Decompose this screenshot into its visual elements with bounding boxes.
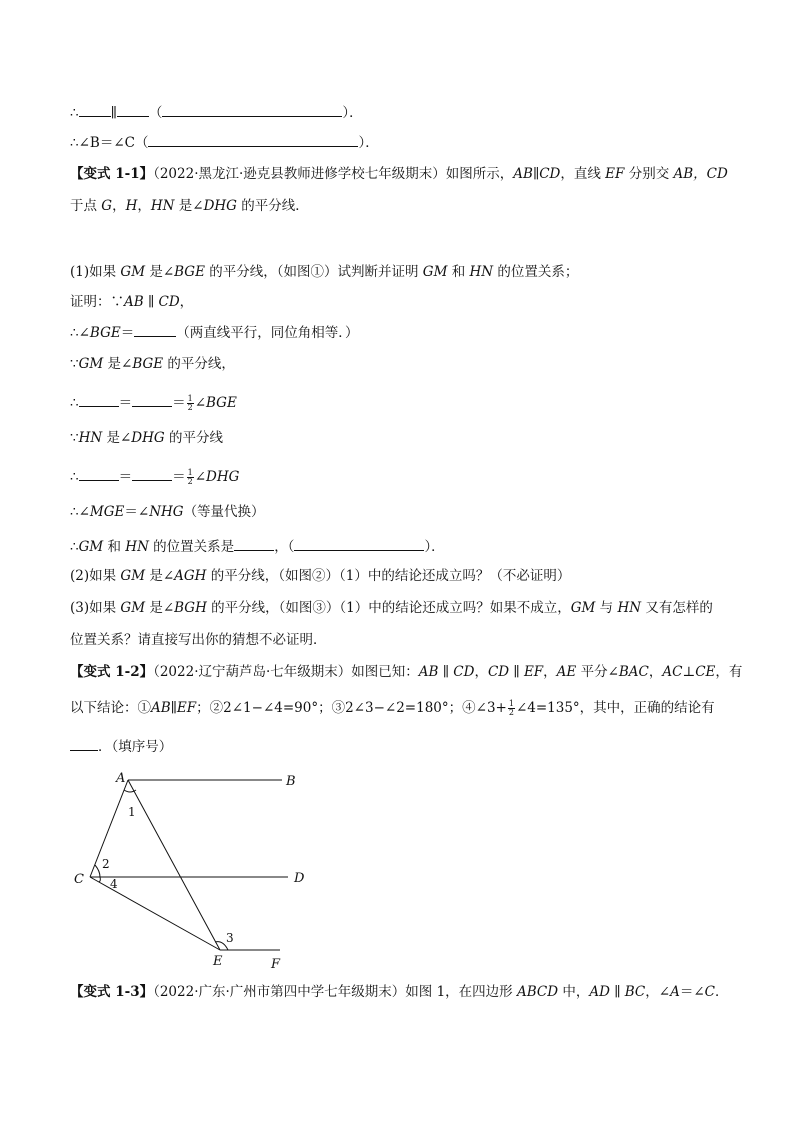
proof-line-6 bbox=[70, 466, 239, 487]
text: 的平分线，（如图②）（1）中的结论还成立吗？（不必证明） bbox=[206, 568, 571, 584]
var: CD bbox=[539, 166, 561, 182]
text: 位置关系？请直接写出你的猜想不必证明． bbox=[70, 632, 327, 648]
var: GM bbox=[120, 600, 146, 616]
label-angle-3: 3 bbox=[226, 931, 234, 945]
answer-blank[interactable] bbox=[234, 536, 274, 551]
variant-1-2-line3 bbox=[70, 736, 172, 757]
answer-blank[interactable] bbox=[117, 102, 149, 117]
var: ∠DHG bbox=[194, 469, 240, 485]
var: GM bbox=[120, 264, 146, 280]
denominator: 2 bbox=[187, 403, 193, 412]
question-number: (1) bbox=[70, 264, 90, 280]
text: 与 bbox=[595, 600, 618, 616]
var: EF bbox=[523, 664, 544, 680]
text: ∠4=135°，其中，正确的结论有 bbox=[515, 700, 715, 716]
var: EF bbox=[176, 700, 197, 716]
proof-line-4 bbox=[70, 392, 237, 413]
text: 于点 bbox=[70, 198, 102, 214]
label-c: C bbox=[74, 872, 84, 887]
numerator: 1 bbox=[508, 699, 514, 708]
text: ＝∠ bbox=[679, 984, 705, 1000]
var: HN bbox=[150, 198, 175, 214]
answer-blank[interactable] bbox=[70, 736, 98, 751]
text: （两直线平行，同位角相等．） bbox=[176, 325, 359, 341]
text: ． bbox=[714, 984, 729, 1000]
text: 证明：∵ bbox=[70, 294, 124, 310]
var: GM bbox=[422, 264, 448, 280]
text: 如图已知： bbox=[351, 664, 419, 680]
source: （2022·辽宁葫芦岛·七年级期末） bbox=[153, 664, 352, 680]
var: BGE bbox=[89, 325, 121, 341]
numerator: 1 bbox=[187, 394, 193, 403]
text: ， bbox=[474, 664, 488, 680]
answer-blank[interactable] bbox=[162, 102, 342, 117]
proof-line-5 bbox=[70, 428, 223, 448]
text: ＝ bbox=[118, 395, 133, 411]
var: G bbox=[101, 198, 113, 214]
text: 是∠ bbox=[145, 600, 175, 616]
angle-2-arc bbox=[95, 865, 100, 877]
text: 中， bbox=[558, 984, 590, 1000]
answer-blank[interactable] bbox=[79, 102, 111, 117]
label-angle-2: 2 bbox=[102, 857, 110, 871]
denominator: 2 bbox=[508, 708, 514, 717]
statement: ∴∠B＝∠C（ bbox=[70, 135, 149, 151]
text: 的平分线 bbox=[164, 430, 223, 446]
numerator: 1 bbox=[187, 468, 193, 477]
var: NHG bbox=[149, 504, 184, 520]
text: 以下结论：① bbox=[70, 700, 151, 716]
fraction-half bbox=[508, 700, 515, 717]
text: ，（ bbox=[274, 539, 295, 555]
variant-tag: 【变式 1-1】 bbox=[70, 166, 154, 182]
variant-1-1-header bbox=[70, 164, 728, 184]
text: ，有 bbox=[715, 664, 743, 680]
label-angle-4: 4 bbox=[110, 877, 118, 891]
text: ＝∠ bbox=[124, 504, 150, 520]
text: 如图 1，在四边形 bbox=[405, 984, 517, 1000]
text: 是∠ bbox=[145, 264, 175, 280]
angle-4-arc bbox=[99, 877, 100, 882]
proof-line-1 bbox=[70, 292, 193, 312]
var: HN bbox=[469, 264, 494, 280]
var: HN bbox=[617, 600, 642, 616]
var: ∠BGE bbox=[194, 395, 237, 411]
text: 和 bbox=[103, 539, 126, 555]
text: ∵ bbox=[70, 356, 79, 372]
text: ∥ bbox=[532, 166, 540, 182]
text: 的平分线，（如图③）（1）中的结论还成立吗？如果不成立， bbox=[206, 600, 571, 616]
var: AB bbox=[124, 294, 144, 310]
paren: ）． bbox=[342, 105, 363, 121]
line-1 bbox=[70, 102, 363, 123]
text: ）． bbox=[424, 539, 445, 555]
label-e: E bbox=[213, 954, 223, 969]
question-number: (2) bbox=[70, 568, 90, 584]
line-2 bbox=[70, 132, 379, 153]
text: ∥ bbox=[170, 700, 177, 716]
text: ．（填序号） bbox=[98, 739, 173, 755]
proof-line-3 bbox=[70, 354, 235, 374]
paren: ）． bbox=[358, 135, 379, 151]
text: 是∠ bbox=[174, 198, 204, 214]
text: ，∠ bbox=[645, 984, 671, 1000]
variant-tag: 【变式 1-2】 bbox=[70, 664, 154, 680]
label-f: F bbox=[271, 957, 281, 972]
var: BAC bbox=[618, 664, 649, 680]
proof-line-7 bbox=[70, 502, 265, 522]
answer-blank[interactable] bbox=[294, 536, 424, 551]
var: BC bbox=[624, 984, 646, 1000]
var: CD bbox=[158, 294, 180, 310]
source: （2022·黑龙江·逊克县教师进修学校七年级期末） bbox=[153, 166, 446, 182]
var: CD bbox=[453, 664, 475, 680]
answer-blank[interactable] bbox=[79, 466, 119, 481]
var: C bbox=[704, 984, 715, 1000]
text: ∴∠ bbox=[70, 504, 90, 520]
var: GM bbox=[570, 600, 596, 616]
text: ， bbox=[112, 198, 126, 214]
text: 是∠ bbox=[103, 356, 133, 372]
text: 平分∠ bbox=[576, 664, 619, 680]
variant-tag: 【变式 1-3】 bbox=[70, 984, 154, 1000]
var: H bbox=[125, 198, 138, 214]
var: DHG bbox=[203, 198, 237, 214]
text: ∴ bbox=[70, 395, 79, 411]
label-a: A bbox=[116, 771, 126, 786]
var: ABCD bbox=[516, 984, 559, 1000]
var: CD bbox=[487, 664, 510, 680]
variant-1-2-line2 bbox=[70, 698, 715, 718]
var: AE bbox=[556, 664, 577, 680]
text: ＝ bbox=[172, 395, 186, 411]
var: AC bbox=[662, 664, 683, 680]
text: ，直线 bbox=[560, 166, 606, 182]
var: AB bbox=[513, 166, 533, 182]
proof-line-8 bbox=[70, 536, 445, 557]
text: ⊥ bbox=[682, 664, 696, 680]
text: ， bbox=[543, 664, 557, 680]
text: 和 bbox=[447, 264, 470, 280]
variant-1-1-line2 bbox=[70, 196, 309, 216]
text: 如果 bbox=[89, 568, 121, 584]
denominator: 2 bbox=[187, 477, 193, 486]
answer-blank[interactable] bbox=[79, 392, 119, 407]
var: GM bbox=[78, 539, 104, 555]
var: CE bbox=[695, 664, 716, 680]
text: ， bbox=[137, 198, 151, 214]
text: 是∠ bbox=[102, 430, 132, 446]
var: AB，CD bbox=[673, 166, 728, 182]
var: BGE bbox=[174, 264, 205, 280]
question-3 bbox=[70, 598, 713, 618]
text: ∴∠ bbox=[70, 325, 90, 341]
text: 的平分线． bbox=[236, 198, 309, 214]
text: ， bbox=[648, 664, 663, 680]
var: BGE bbox=[132, 356, 164, 372]
text: ＝ bbox=[118, 469, 133, 485]
var: AD bbox=[589, 984, 610, 1000]
label-b: B bbox=[286, 774, 296, 789]
text: （等量代换） bbox=[183, 504, 265, 520]
label-d: D bbox=[294, 871, 305, 886]
text: ∥ bbox=[509, 664, 524, 680]
var: HN bbox=[125, 539, 149, 555]
var: DHG bbox=[131, 430, 165, 446]
text: 又有怎样的 bbox=[641, 600, 713, 616]
var: AGH bbox=[174, 568, 207, 584]
text: 分别交 bbox=[624, 166, 674, 182]
text: 的平分线，（如图①）试判断并证明 bbox=[204, 264, 423, 280]
text: ＝ bbox=[120, 325, 135, 341]
therefore-symbol: ∴ bbox=[70, 105, 79, 121]
var: A bbox=[670, 984, 680, 1000]
text: ；②2∠1−∠4=90°；③2∠3−∠2=180°；④∠3+ bbox=[196, 700, 507, 716]
text: ＝ bbox=[172, 469, 186, 485]
text: 的位置关系是 bbox=[148, 539, 235, 555]
label-angle-1: 1 bbox=[128, 805, 136, 819]
proof-line-2 bbox=[70, 322, 358, 343]
text: ∴ bbox=[70, 539, 79, 555]
answer-blank[interactable] bbox=[132, 392, 172, 407]
answer-blank[interactable] bbox=[134, 322, 176, 337]
text: ∥ bbox=[438, 664, 454, 680]
geometry-figure bbox=[60, 762, 320, 972]
var: HN bbox=[78, 430, 103, 446]
text: 的平分线， bbox=[163, 356, 235, 372]
text: 如图所示， bbox=[445, 166, 514, 182]
question-number: (3) bbox=[70, 600, 90, 616]
fraction-half bbox=[187, 469, 194, 486]
text: ∥ bbox=[609, 984, 625, 1000]
paren: （ bbox=[148, 105, 163, 121]
text: ， bbox=[179, 294, 194, 310]
fraction-half bbox=[187, 395, 194, 412]
text: 的位置关系； bbox=[493, 264, 579, 280]
text: 如果 bbox=[89, 600, 121, 616]
question-2 bbox=[70, 566, 570, 586]
var: EF bbox=[605, 166, 625, 182]
text: 是∠ bbox=[145, 568, 175, 584]
text: ∵ bbox=[70, 430, 79, 446]
answer-blank[interactable] bbox=[132, 466, 172, 481]
source: （2022·广东·广州市第四中学七年级期末） bbox=[153, 984, 406, 1000]
variant-1-2-header bbox=[70, 662, 742, 682]
answer-blank[interactable] bbox=[148, 132, 358, 147]
parallel-symbol: ∥ bbox=[110, 105, 117, 121]
question-3-line2 bbox=[70, 630, 327, 650]
var: GM bbox=[78, 356, 104, 372]
text: 如果 bbox=[89, 264, 121, 280]
text: ∴ bbox=[70, 469, 79, 485]
text: ∥ bbox=[143, 294, 159, 310]
var: AB bbox=[418, 664, 439, 680]
var: MGE bbox=[89, 504, 125, 520]
var: BGH bbox=[174, 600, 207, 616]
var: GM bbox=[120, 568, 146, 584]
var: AB bbox=[151, 700, 171, 716]
variant-1-3-header bbox=[70, 982, 728, 1002]
question-1 bbox=[70, 262, 578, 282]
